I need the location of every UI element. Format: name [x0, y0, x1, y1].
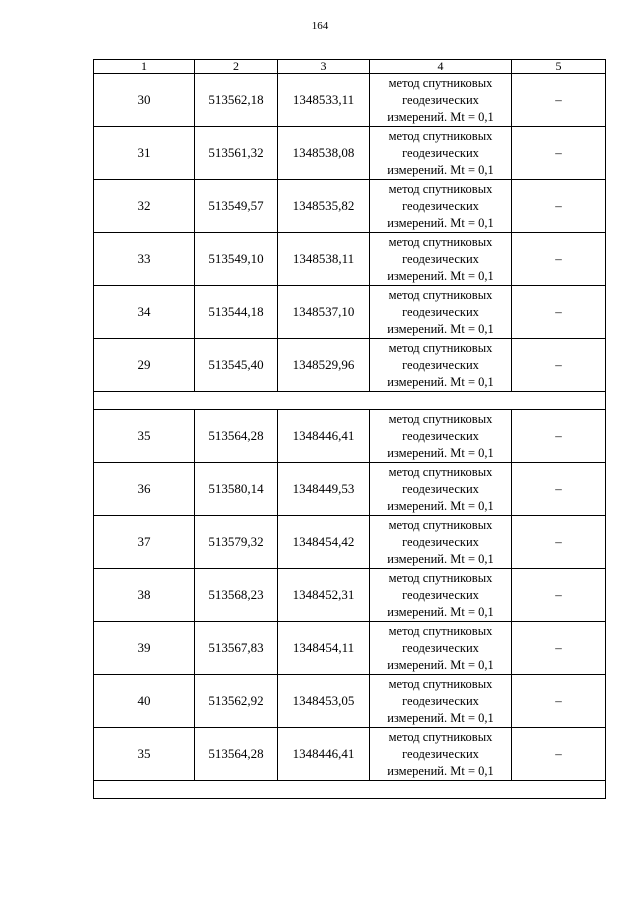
note-cell: –: [512, 127, 606, 180]
method-line: геодезических: [402, 534, 479, 549]
method-line: геодезических: [402, 428, 479, 443]
method-line: метод спутниковых: [388, 181, 493, 196]
x-coordinate-cell: 513567,83: [195, 622, 278, 675]
method-line: метод спутниковых: [388, 570, 493, 585]
method-cell: [370, 74, 512, 127]
y-coordinate-cell: 1348452,31: [278, 569, 370, 622]
y-coordinate-cell: 1348453,05: [278, 675, 370, 728]
separator-row: [94, 392, 606, 410]
note-cell: –: [512, 463, 606, 516]
method-line: измерений. Mt = 0,1: [387, 763, 494, 778]
method-cell: [370, 516, 512, 569]
table-body: [94, 74, 606, 799]
method-line: измерений. Mt = 0,1: [387, 657, 494, 672]
header-row: [94, 60, 606, 74]
x-coordinate-cell: 513564,28: [195, 410, 278, 463]
y-coordinate-cell: 1348449,53: [278, 463, 370, 516]
page-number: 164: [311, 20, 329, 32]
table-row: [94, 180, 606, 233]
table-row: [94, 622, 606, 675]
y-coordinate-cell: 1348446,41: [278, 410, 370, 463]
method-line: геодезических: [402, 198, 479, 213]
note-cell: –: [512, 233, 606, 286]
method-line: геодезических: [402, 481, 479, 496]
method-line: геодезических: [402, 251, 479, 266]
column-header: 2: [195, 60, 278, 74]
method-cell: [370, 127, 512, 180]
point-number-cell: 29: [94, 339, 195, 392]
note-cell: –: [512, 180, 606, 233]
method-line: метод спутниковых: [388, 729, 493, 744]
table-row: [94, 463, 606, 516]
method-line: геодезических: [402, 357, 479, 372]
separator-row: [94, 781, 606, 799]
note-cell: –: [512, 569, 606, 622]
method-cell: [370, 286, 512, 339]
method-line: метод спутниковых: [388, 287, 493, 302]
table-row: [94, 233, 606, 286]
table-row: [94, 339, 606, 392]
table-row: [94, 675, 606, 728]
note-cell: –: [512, 74, 606, 127]
note-cell: –: [512, 286, 606, 339]
y-coordinate-cell: 1348533,11: [278, 74, 370, 127]
y-coordinate-cell: 1348454,11: [278, 622, 370, 675]
note-cell: –: [512, 622, 606, 675]
method-cell: [370, 728, 512, 781]
method-line: геодезических: [402, 145, 479, 160]
method-line: геодезических: [402, 304, 479, 319]
method-line: метод спутниковых: [388, 623, 493, 638]
method-line: измерений. Mt = 0,1: [387, 268, 494, 283]
method-line: метод спутниковых: [388, 75, 493, 90]
y-coordinate-cell: 1348454,42: [278, 516, 370, 569]
method-line: измерений. Mt = 0,1: [387, 374, 494, 389]
table-row: [94, 569, 606, 622]
column-header: 4: [370, 60, 512, 74]
method-line: измерений. Mt = 0,1: [387, 445, 494, 460]
method-line: измерений. Mt = 0,1: [387, 498, 494, 513]
method-line: метод спутниковых: [388, 517, 493, 532]
x-coordinate-cell: 513562,92: [195, 675, 278, 728]
point-number-cell: 30: [94, 74, 195, 127]
method-line: метод спутниковых: [388, 340, 493, 355]
note-cell: –: [512, 410, 606, 463]
method-line: измерений. Mt = 0,1: [387, 109, 494, 124]
point-number-cell: 34: [94, 286, 195, 339]
method-line: метод спутниковых: [388, 128, 493, 143]
method-cell: [370, 675, 512, 728]
column-header: 1: [94, 60, 195, 74]
x-coordinate-cell: 513549,57: [195, 180, 278, 233]
method-line: геодезических: [402, 693, 479, 708]
method-line: измерений. Mt = 0,1: [387, 551, 494, 566]
x-coordinate-cell: 513561,32: [195, 127, 278, 180]
method-cell: [370, 233, 512, 286]
method-line: измерений. Mt = 0,1: [387, 710, 494, 725]
table-row: [94, 74, 606, 127]
x-coordinate-cell: 513564,28: [195, 728, 278, 781]
method-line: метод спутниковых: [388, 464, 493, 479]
method-line: геодезических: [402, 640, 479, 655]
coordinates-table: [93, 59, 606, 799]
method-line: измерений. Mt = 0,1: [387, 162, 494, 177]
point-number-cell: 40: [94, 675, 195, 728]
method-line: метод спутниковых: [388, 676, 493, 691]
note-cell: –: [512, 339, 606, 392]
y-coordinate-cell: 1348529,96: [278, 339, 370, 392]
y-coordinate-cell: 1348446,41: [278, 728, 370, 781]
x-coordinate-cell: 513580,14: [195, 463, 278, 516]
note-cell: –: [512, 728, 606, 781]
method-line: измерений. Mt = 0,1: [387, 321, 494, 336]
table-row: [94, 410, 606, 463]
method-cell: [370, 339, 512, 392]
table-row: [94, 286, 606, 339]
point-number-cell: 35: [94, 410, 195, 463]
x-coordinate-cell: 513562,18: [195, 74, 278, 127]
method-line: геодезических: [402, 587, 479, 602]
y-coordinate-cell: 1348537,10: [278, 286, 370, 339]
point-number-cell: 38: [94, 569, 195, 622]
column-header: 3: [278, 60, 370, 74]
y-coordinate-cell: 1348535,82: [278, 180, 370, 233]
table-row: [94, 127, 606, 180]
column-header: 5: [512, 60, 606, 74]
method-line: метод спутниковых: [388, 234, 493, 249]
note-cell: –: [512, 516, 606, 569]
point-number-cell: 33: [94, 233, 195, 286]
method-cell: [370, 569, 512, 622]
point-number-cell: 39: [94, 622, 195, 675]
point-number-cell: 31: [94, 127, 195, 180]
x-coordinate-cell: 513544,18: [195, 286, 278, 339]
table-row: [94, 516, 606, 569]
method-line: измерений. Mt = 0,1: [387, 215, 494, 230]
x-coordinate-cell: 513579,32: [195, 516, 278, 569]
point-number-cell: 32: [94, 180, 195, 233]
method-line: геодезических: [402, 746, 479, 761]
separator-cell: [94, 781, 606, 799]
method-line: метод спутниковых: [388, 411, 493, 426]
method-line: измерений. Mt = 0,1: [387, 604, 494, 619]
y-coordinate-cell: 1348538,08: [278, 127, 370, 180]
method-cell: [370, 180, 512, 233]
point-number-cell: 35: [94, 728, 195, 781]
method-cell: [370, 410, 512, 463]
note-cell: –: [512, 675, 606, 728]
method-cell: [370, 463, 512, 516]
x-coordinate-cell: 513568,23: [195, 569, 278, 622]
x-coordinate-cell: 513545,40: [195, 339, 278, 392]
point-number-cell: 37: [94, 516, 195, 569]
method-cell: [370, 622, 512, 675]
point-number-cell: 36: [94, 463, 195, 516]
separator-cell: [94, 392, 606, 410]
table-row: [94, 728, 606, 781]
method-line: геодезических: [402, 92, 479, 107]
y-coordinate-cell: 1348538,11: [278, 233, 370, 286]
x-coordinate-cell: 513549,10: [195, 233, 278, 286]
